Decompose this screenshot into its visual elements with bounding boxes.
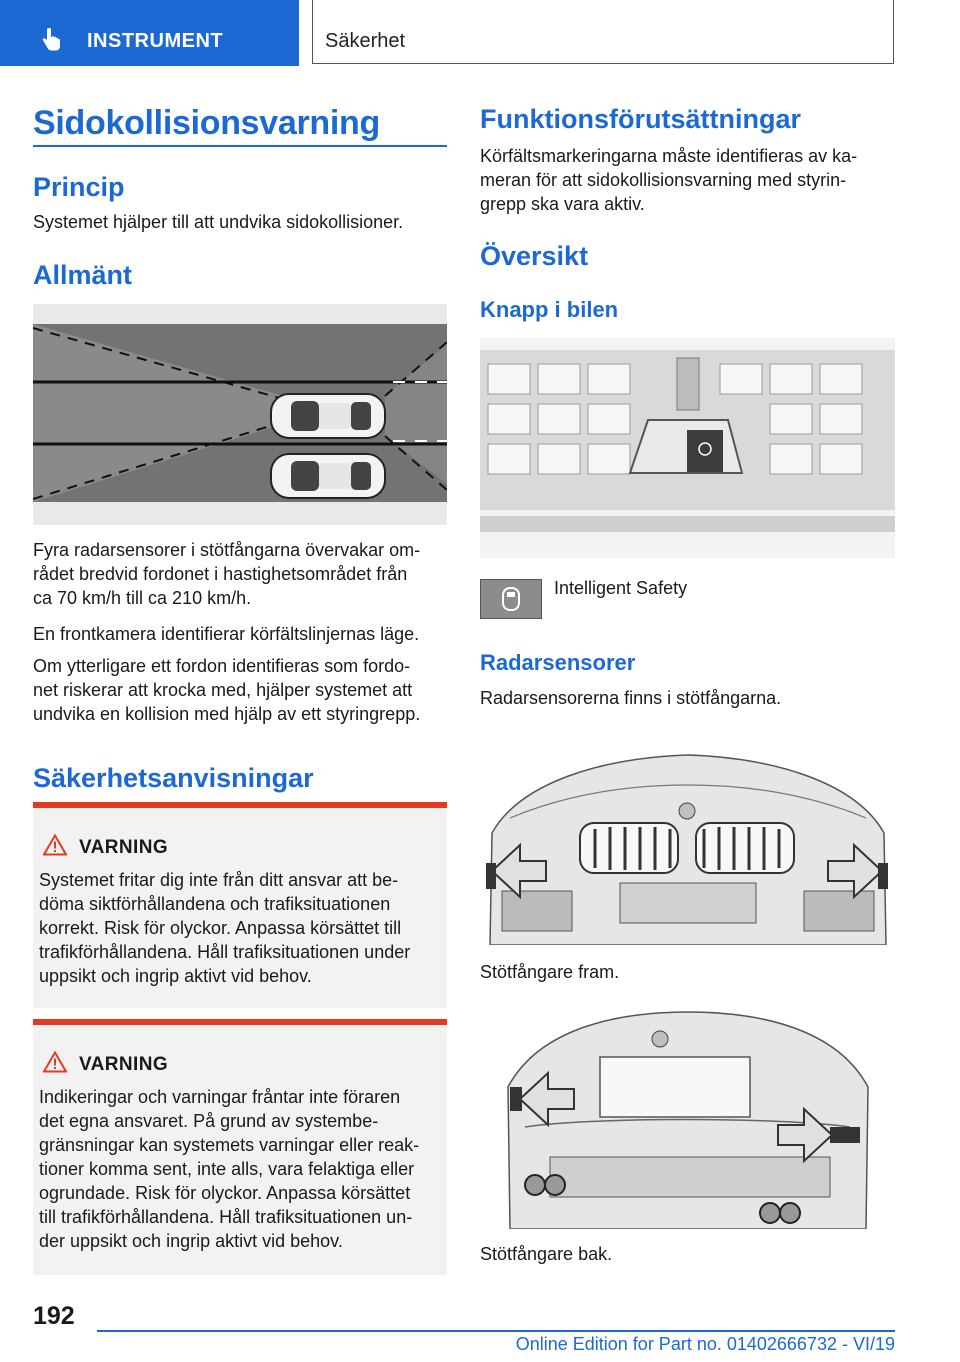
- button-photo: [480, 338, 895, 558]
- rear-bumper-caption: Stötfångare bak.: [480, 1244, 613, 1264]
- text-line: ogrundade. Risk för olyckor. Anpassa körsättet: [39, 1183, 411, 1203]
- section-tab-label: Säkerhet: [325, 30, 406, 52]
- text-line: gränsningar kan systemets varningar eller reak-: [39, 1135, 420, 1155]
- text-line: Indikeringar och varningar fråntar inte föraren: [39, 1087, 401, 1107]
- lane-diagram: [33, 304, 447, 525]
- section-tab: [312, 0, 894, 64]
- button-heading: Knapp i bilen: [480, 297, 619, 322]
- text-line: Körfältsmarkeringarna måste identifieras av ka-: [480, 146, 858, 166]
- text-line: undvika en kollision med hjälp av ett styringrepp.: [33, 704, 421, 724]
- text-line: det egna ansvaret. På grund av systembe-: [39, 1111, 379, 1131]
- principle-text: Systemet hjälper till att undvika sidokollisioner.: [33, 212, 404, 232]
- text-line: korrekt. Risk för olyckor. Anpassa körsättet till: [39, 918, 402, 938]
- button-legend: Intelligent Safety: [554, 578, 688, 598]
- text-line: grepp ska vara aktiv.: [480, 194, 645, 214]
- text-line: Om ytterligare ett fordon identifieras som fordo-: [33, 656, 411, 676]
- warning-box-2: [33, 1019, 447, 1275]
- text-line: till trafikförhållandena. Håll trafiksituationen un-: [39, 1207, 413, 1227]
- requirements-heading: Funktionsförutsättningar: [480, 104, 801, 134]
- intelligent-safety-button-icon: [480, 579, 542, 619]
- title-rule: [33, 145, 447, 147]
- rear-bumper-graphic: [480, 1007, 895, 1229]
- footer-rule: [97, 1330, 895, 1332]
- text-line: rådet bredvid fordonet i hastighetsområdet från: [33, 564, 408, 584]
- warning-text: [39, 1085, 441, 1253]
- warning-text: [39, 868, 441, 988]
- radar-heading: Radarsensorer: [480, 650, 636, 675]
- overview-heading: Översikt: [480, 241, 589, 271]
- warning-title: VARNING: [79, 1054, 169, 1075]
- front-bumper-graphic: [480, 723, 895, 945]
- text-line: ca 70 km/h till ca 210 km/h.: [33, 588, 252, 608]
- general-paragraph-2: En frontkamera identifierar körfältslinjernas läge.: [33, 624, 420, 644]
- text-line: der uppsikt och ingrip aktivt vid behov.: [39, 1231, 343, 1251]
- button-photo-graphic: [480, 338, 895, 558]
- warning-box-1: [33, 802, 447, 1008]
- text-line: döma siktförhållandena och trafiksituationen: [39, 894, 391, 914]
- principle-heading: Princip: [33, 172, 125, 202]
- front-bumper-illustration: [480, 723, 895, 945]
- text-line: trafikförhållandena. Håll trafiksituationen under: [39, 942, 411, 962]
- text-line: meran för att sidokollisionsvarning med styrin-: [480, 170, 847, 190]
- lane-diagram-graphic: [33, 304, 447, 525]
- front-bumper-caption: Stötfångare fram.: [480, 962, 620, 982]
- radar-text: Radarsensorerna finns i stötfångarna.: [480, 688, 782, 708]
- rear-bumper-illustration: [480, 1007, 895, 1229]
- page-title: Sidokollisionsvarning: [33, 104, 380, 142]
- footer-edition: Online Edition for Part no. 01402666732 - VI/19: [515, 1334, 895, 1354]
- hand-pointer-icon: [38, 27, 64, 53]
- text-line: net riskerar att krocka med, hjälper systemet att: [33, 680, 413, 700]
- text-line: Systemet fritar dig inte från ditt ansvar att be-: [39, 870, 399, 890]
- text-line: uppsikt och ingrip aktivt vid behov.: [39, 966, 312, 986]
- page-number: 192: [33, 1302, 75, 1330]
- warning-triangle-icon: [43, 1051, 67, 1073]
- general-heading: Allmänt: [33, 260, 133, 290]
- text-line: Fyra radarsensorer i stötfångarna övervakar om-: [33, 540, 421, 560]
- instrument-tab-label: INSTRUMENT: [87, 30, 224, 52]
- text-line: tioner komma sent, inte alls, vara felaktiga eller: [39, 1159, 415, 1179]
- safety-heading: Säkerhetsanvisningar: [33, 763, 314, 793]
- car-safety-icon: [481, 580, 541, 618]
- general-paragraph-3: [33, 654, 447, 726]
- requirements-text: [480, 144, 895, 216]
- instrument-tab[interactable]: [0, 0, 299, 66]
- general-paragraph-1: [33, 538, 447, 610]
- warning-title: VARNING: [79, 837, 169, 858]
- warning-triangle-icon: [43, 834, 67, 856]
- page-header: [0, 0, 960, 66]
